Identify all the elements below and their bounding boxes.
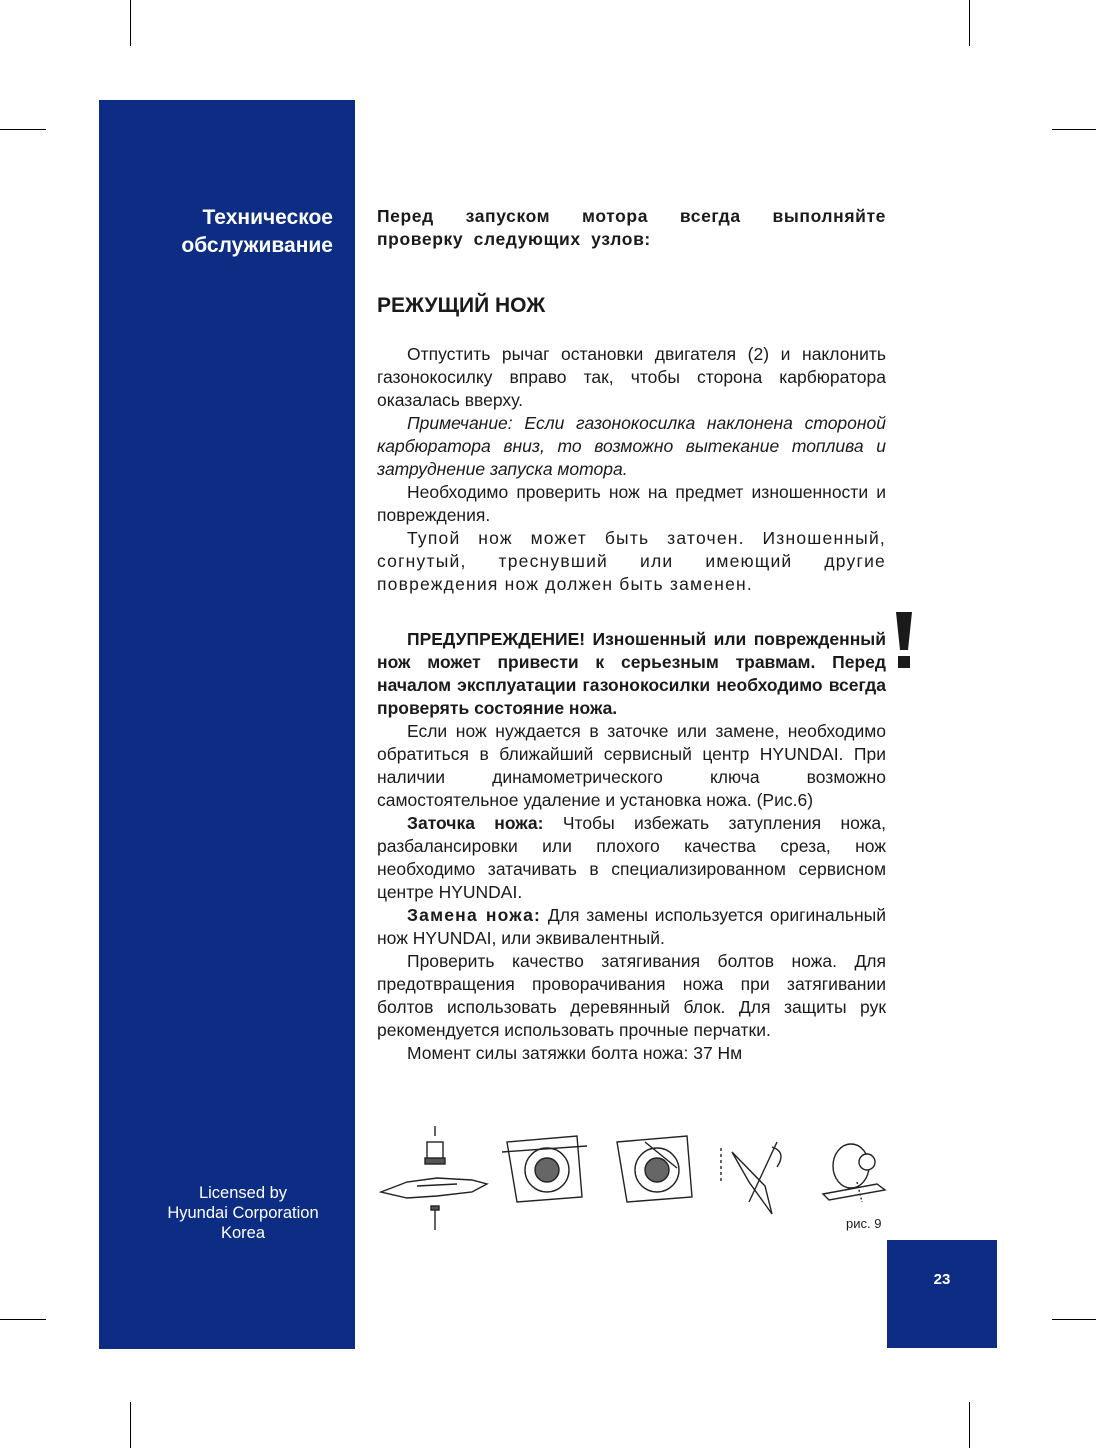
crop-mark [1052, 1319, 1096, 1320]
page-number-box [887, 1240, 997, 1348]
replacement-label: Замена ножа: [407, 905, 542, 925]
warning-paragraph: ПРЕДУПРЕЖДЕНИЕ! Изношенный или поврежденный нож может привести к серьезным травмам. Перед началом эксплуатации газонокосилки необходимо всегда проверять состояние ножа. [377, 629, 886, 718]
paragraph: Если нож нуждается в заточке или замене, необходимо обратиться в ближайший сервисный центр HYUNDAI. При наличии динамометрического ключа возможно самостоятельное удаление и установка ножа. (Рис.6) [377, 721, 886, 810]
figure-caption: рис. 9 [846, 1216, 882, 1231]
crop-mark [1052, 129, 1096, 130]
section-title-line: обслуживание [181, 234, 333, 257]
page-number: 23 [933, 1271, 951, 1288]
paragraph-sharpening [377, 812, 886, 904]
section-title [99, 204, 333, 260]
crop-mark [130, 0, 131, 46]
sharpening-text: Чтобы избежать затупления ножа, разбалансировки или плохого качества среза, нож необходимо затачивать в специализированном сервисном центре HYUNDAI. [377, 813, 887, 902]
note-paragraph: Примечание: Если газонокосилка наклонена стороной карбюратора вниз, то возможно вытекание топлива и затруднение запуска мотора. [377, 413, 886, 479]
paragraph: Тупой нож может быть заточен. Изношенный, согнутый, треснувший или имеющий другие повреждения нож должен быть заменен. [377, 528, 886, 594]
blade-removal-illustration-1 [502, 1136, 587, 1202]
blade-install-illustration [823, 1144, 885, 1202]
main-content [377, 205, 886, 1065]
license-note [99, 1183, 387, 1243]
crop-mark [969, 1402, 970, 1448]
blade-removal-illustration-2 [617, 1136, 692, 1202]
crop-mark [0, 1319, 46, 1320]
blade-sharpening-illustration [721, 1142, 781, 1214]
sidebar [99, 100, 355, 1349]
license-line: Korea [220, 1224, 266, 1242]
crop-mark [0, 129, 46, 130]
section-heading: РЕЖУЩИЙ НОЖ [377, 294, 546, 317]
license-line: Licensed by [198, 1184, 288, 1202]
crop-mark [969, 0, 970, 46]
torque-spec: Момент силы затяжки болта ножа: 37 Нм [407, 1043, 743, 1063]
paragraph: Отпустить рычаг остановки двигателя (2) и наклонить газонокосилку вправо так, чтобы сторона карбюратора оказалась вверху. [377, 344, 886, 410]
intro-text: Перед запуском мотора всегда выполняйте проверку следующих узлов: [377, 206, 886, 249]
section-title-line: Техническое [202, 206, 333, 229]
paragraph: Проверить качество затягивания болтов ножа. Для предотвращения проворачивания ножа при затягивании болтов использовать деревянный блок. Для защиты рук рекомендуется использовать прочные перчатки. [377, 951, 886, 1040]
paragraph-replacement [377, 904, 886, 950]
paragraph: Необходимо проверить нож на предмет изношенности и повреждения. [377, 482, 886, 525]
replacement-text: Для замены используется оригинальный нож HYUNDAI, или эквивалентный. [377, 905, 886, 948]
license-line: Hyundai Corporation [167, 1204, 319, 1222]
crop-mark [130, 1402, 131, 1448]
blade-assembly-illustration [381, 1126, 487, 1230]
exclamation-icon [893, 610, 915, 670]
sharpening-label: Заточка ножа: [407, 813, 544, 833]
blade-figures [377, 1122, 892, 1242]
